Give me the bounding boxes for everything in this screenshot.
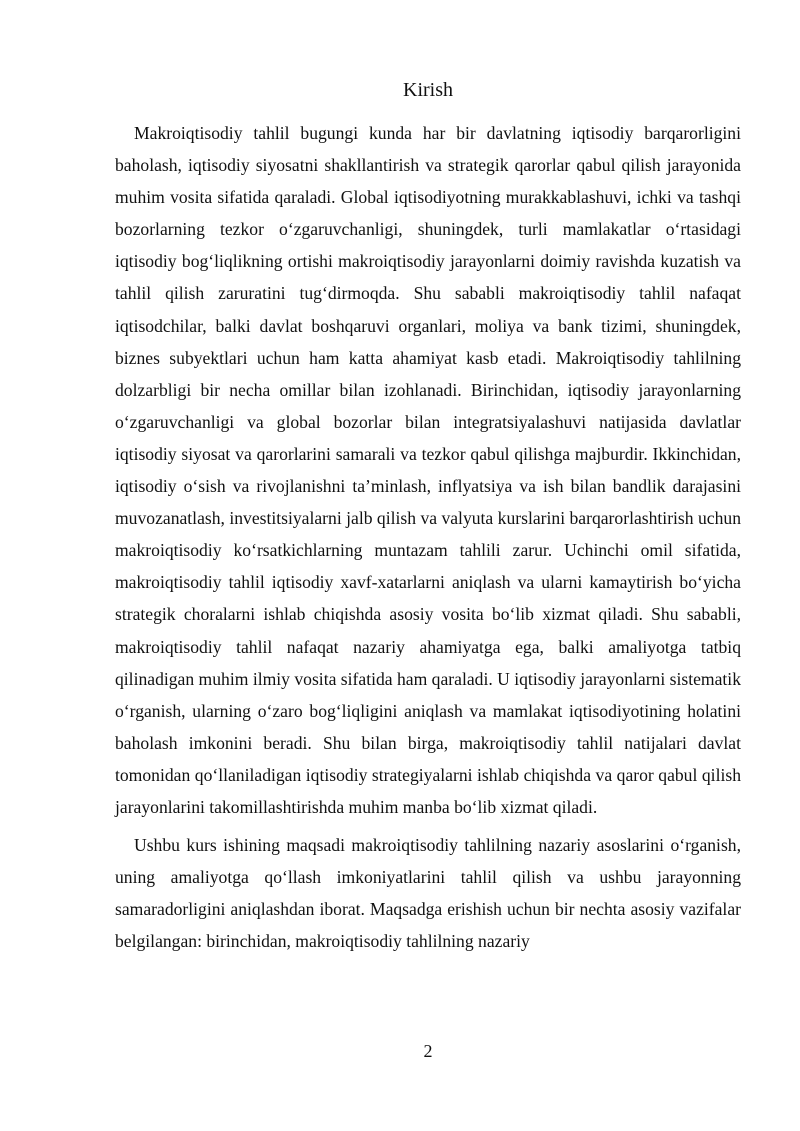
paragraph-purpose: Ushbu kurs ishining maqsadi makroiqtisodiy tahlilning nazariy asoslarini o‘rganish, uning amaliyotga qo‘llash imkoniyatlarini tahlil qilish va ushbu jarayonning samaradorligini aniqlashdan iborat. Maqsadga erishish uchun bir nechta asosiy vazifalar belgilangan: birinchidan, makroiqtisodiy tahlilning nazariy <box>115 835 741 952</box>
page-number: 2 <box>423 1041 433 1061</box>
paragraph-intro: Makroiqtisodiy tahlil bugungi kunda har bir davlatning iqtisodiy barqarorligini baholash, iqtisodiy siyosatni shakllantirish va strategik qarorlar qabul qilish jarayonida muhim vosita sifatida qaraladi. Global iqtisodiyotning murakkablashuvi, ichki va tashqi bozorlarning tezkor o‘zgaruvchanligi, shuningdek, turli mamlakatlar o‘rtasidagi iqtisodiy bog‘liqlikning ortishi makroiqtisodiy jarayonlarni doimiy ravishda kuzatish va tahlil qilish zaruratini tug‘dirmoqda. Shu sababli makroiqtisodiy tahlil nafaqat iqtisodchilar, balki davlat boshqaruvi organlari, moliya va bank tizimi, shuningdek, biznes subyektlari uchun ham katta ahamiyat kasb etadi. Makroiqtisodiy tahlilning dolzarbligi bir necha omillar bilan izohlanadi. Birinchidan, iqtisodiy jarayonlarning o‘zgaruvchanligi va global bozorlar bilan integratsiyalashuvi natijasida davlatlar iqtisodiy siyosat va qarorlarini samarali va tezkor qabul qilishga majburdir. Ikkinchidan, iqtisodiy o‘sish va rivojlanishni ta’minlash, inflyatsiya va ish bilan bandlik darajasini muvozanatlash, investitsiyalarni jalb qilish va valyuta kurslarini barqarorlashtirish uchun makroiqtisodiy ko‘rsatkichlarning muntazam tahlili zarur. Uchinchi omil sifatida, makroiqtisodiy tahlil iqtisodiy xavf-xatarlarni aniqlash va ularni kamaytirish bo‘yicha strategik choralarni ishlab chiqishda asosiy vosita bo‘lib xizmat qiladi. Shu sababli, makroiqtisodiy tahlil nafaqat nazariy ahamiyatga ega, balki amaliyotga tatbiq qilinadigan muhim ilmiy vosita sifatida ham qaraladi. U iqtisodiy jarayonlarni sistematik o‘rganish, ularning o‘zaro bog‘liqligini aniqlash va mamlakat iqtisodiyotining holatini baholash imkonini beradi. Shu bilan birga, makroiqtisodiy tahlil natijalari davlat tomonidan qo‘llaniladigan iqtisodiy strategiyalarni ishlab chiqishda va qaror qabul qilish jarayonlarini takomillashtirishda muhim manba bo‘lib xizmat qiladi. <box>115 123 741 817</box>
body-text <box>115 117 741 957</box>
section-title: Kirish <box>403 79 453 101</box>
